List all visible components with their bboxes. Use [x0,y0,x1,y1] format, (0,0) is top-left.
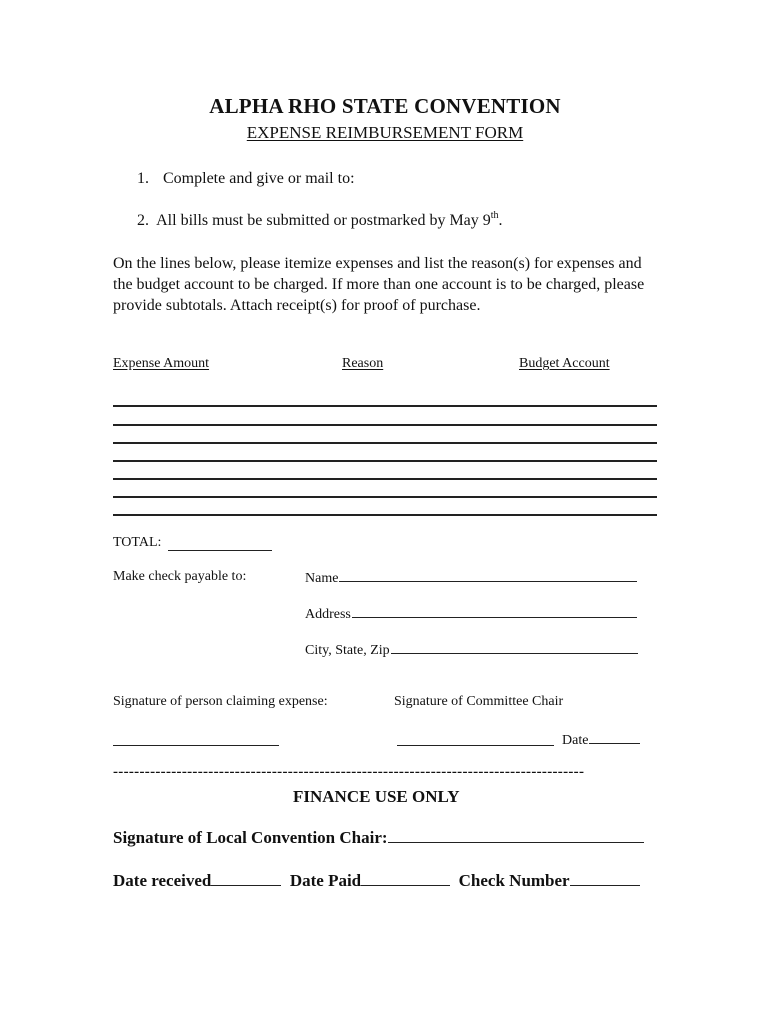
instruction-2-text: All bills must be submitted or postmarked by May 9 [156,212,491,229]
instruction-2-end: . [498,212,503,229]
city-field-row [305,641,638,659]
instruction-1-text: Complete and give or mail to: [163,170,355,187]
date-field-row [562,731,640,749]
expense-line-5[interactable] [113,478,657,480]
total-field[interactable] [168,550,272,551]
date-label: Date [562,733,589,748]
expense-line-6[interactable] [113,496,657,498]
date-received-field[interactable] [211,872,281,886]
instruction-item-1 [137,170,355,188]
local-chair-label: Signature of Local Convention Chair: [113,828,388,847]
column-header-budget-account: Budget Account [519,356,610,371]
payable-label: Make check payable to: [113,569,247,584]
instruction-item-2 [137,210,503,230]
form-title: ALPHA RHO STATE CONVENTION [209,94,561,118]
name-field[interactable] [339,569,637,582]
date-paid-label: Date Paid [289,871,362,890]
check-number-field[interactable] [570,872,640,886]
date-paid-field[interactable] [361,872,450,886]
instruction-1-number: 1. [137,170,149,187]
check-number-label: Check Number [458,871,570,890]
claimant-signature-label: Signature of person claiming expense: [113,694,328,709]
name-label: Name [305,571,339,586]
expense-line-2[interactable] [113,424,657,426]
instructions-paragraph: On the lines below, please itemize expenses and list the reason(s) for expenses and the budget account to be charged. If more than one account is to be charged, please provide subtotals. Attach receipt(s) for proof of purchase. [113,255,645,314]
date-received-label: Date received [113,871,212,890]
claimant-signature-field[interactable] [113,745,279,746]
finance-heading: FINANCE USE ONLY [293,787,460,806]
form-subtitle [0,123,770,143]
instruction-2-number: 2. [137,212,149,229]
city-state-zip-field[interactable] [391,641,638,654]
finance-divider: ----------------------------------------------------------------------------------------- [113,764,585,780]
date-field[interactable] [589,731,640,744]
address-label: Address [305,607,351,622]
name-field-row [305,569,637,587]
column-header-reason: Reason [342,356,384,371]
city-label: City, State, Zip [305,643,390,658]
address-field[interactable] [352,605,637,618]
expense-line-1[interactable] [113,405,657,407]
committee-signature-label: Signature of Committee Chair [394,694,564,709]
local-chair-signature-field[interactable] [388,829,644,843]
expense-line-3[interactable] [113,442,657,444]
finance-dates-row [113,871,640,891]
expense-line-4[interactable] [113,460,657,462]
instruction-2-superscript: th [490,210,499,221]
local-chair-row [113,828,644,848]
column-header-expense-amount: Expense Amount [113,356,210,371]
total-label: TOTAL: [113,535,162,550]
expense-line-7[interactable] [113,514,657,516]
form-subtitle-text: EXPENSE REIMBURSEMENT FORM [246,123,524,142]
committee-signature-field[interactable] [397,745,554,746]
address-field-row [305,605,637,623]
